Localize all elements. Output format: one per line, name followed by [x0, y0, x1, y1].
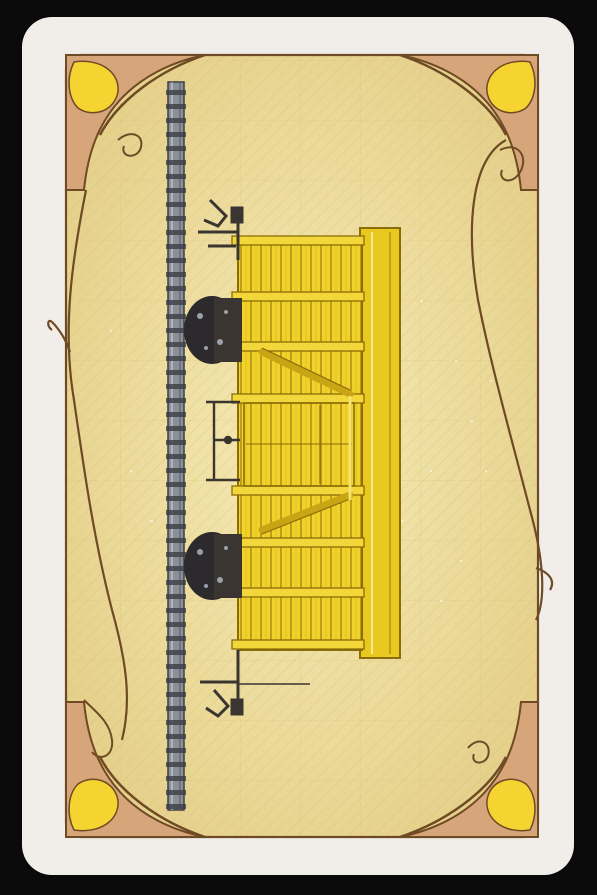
rail-tie: [166, 132, 186, 137]
rail-tie: [166, 258, 186, 263]
rail-tie: [166, 300, 186, 305]
rail-tie: [166, 244, 186, 249]
rail-tie: [166, 146, 186, 151]
rail-track: [166, 82, 186, 810]
rail-tie: [166, 538, 186, 543]
rail-tie: [166, 90, 186, 95]
rail-tie: [166, 356, 186, 361]
rail-tie: [166, 370, 186, 375]
rail-tie: [166, 706, 186, 711]
rail-tie: [166, 524, 186, 529]
rail-tie: [166, 230, 186, 235]
rail-tie: [166, 160, 186, 165]
rail-tie: [166, 286, 186, 291]
wheel-bogie-bottom: [184, 532, 242, 600]
rail-tie: [166, 328, 186, 333]
rail-tie: [166, 734, 186, 739]
rail-tie: [166, 594, 186, 599]
boxcar: [232, 228, 400, 658]
rail-tie: [166, 202, 186, 207]
rail-tie: [166, 762, 186, 767]
rail-tie: [166, 412, 186, 417]
rail-tie: [166, 104, 186, 109]
rail-tie: [166, 664, 186, 669]
rail-tie: [166, 636, 186, 641]
rail-tie: [166, 552, 186, 557]
rail-tie: [166, 650, 186, 655]
rail-tie: [166, 440, 186, 445]
rail-tie: [166, 174, 186, 179]
rail-tie: [166, 720, 186, 725]
rail-tie: [166, 790, 186, 795]
rail-tie: [166, 510, 186, 515]
rail-tie: [166, 188, 186, 193]
rail-tie: [166, 454, 186, 459]
rail-tie: [166, 496, 186, 501]
rail-tie: [166, 342, 186, 347]
rail-tie: [166, 468, 186, 473]
rail-tie: [166, 566, 186, 571]
rail-tie: [166, 482, 186, 487]
rail-tie: [166, 748, 186, 753]
rail-tie: [166, 272, 186, 277]
rail-tie: [166, 580, 186, 585]
rail-tie: [166, 384, 186, 389]
rail-tie: [166, 118, 186, 123]
rail-tie: [166, 804, 186, 809]
rail-tie: [166, 398, 186, 403]
rail-tie: [166, 622, 186, 627]
rail-tie: [166, 216, 186, 221]
rail-tie: [166, 608, 186, 613]
rail-tie: [166, 692, 186, 697]
rail-tie: [166, 678, 186, 683]
rail-tie: [166, 314, 186, 319]
rail-tie: [166, 776, 186, 781]
rail-tie: [166, 426, 186, 431]
wheel-bogie-top: [184, 296, 242, 364]
